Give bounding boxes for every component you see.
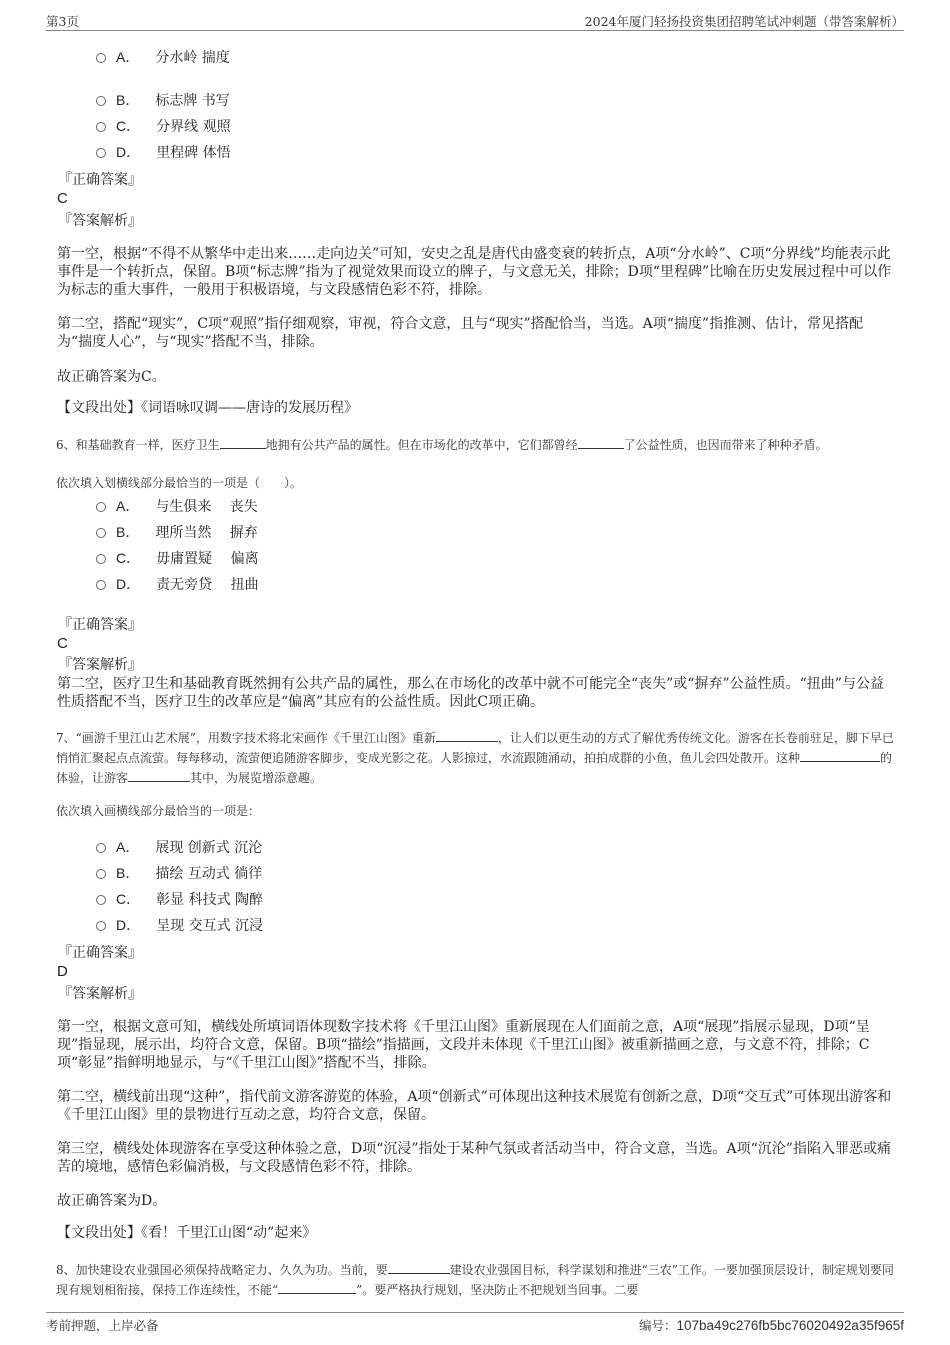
document-title: 2024年厦门轻扬投资集团招聘笔试冲刺题（带答案解析） (584, 14, 904, 29)
radio-icon[interactable] (96, 148, 106, 158)
q6-option-a[interactable]: A． 与生俱来 丧失 (96, 496, 258, 516)
q7-prompt: 依次填入画横线部分最恰当的一项是： (56, 804, 261, 818)
radio-icon[interactable] (96, 921, 106, 931)
blank-line (278, 1280, 356, 1294)
q5-correct-label: 『正确答案』 (58, 172, 142, 188)
q7-analysis-para-3: 第三空，横线处体现游客在享受这种体验之意，D项“沉浸”指处于某种气氛或者活动当中，符合文意，当选。A项“沉沦”指陷入罪恶或痛苦的境地，感情色彩偏消极，与文段感情色彩不符，排除。 (57, 1141, 891, 1175)
document-code: 编号：107ba49c276fb5bc76020492a35f965f (639, 1318, 904, 1333)
radio-icon[interactable] (96, 580, 106, 590)
q6-analysis-para-1: 第二空，医疗卫生和基础教育既然拥有公共产品的属性，那么在市场化的改革中就不可能完全“丧失”或“摒弃”公益性质。“扭曲”与公益性质搭配不当，医疗卫生的改革应是“偏离”其应有的公益性质。因此C项正确。 (57, 676, 884, 710)
q6-option-c[interactable]: C． 毋庸置疑 偏离 (96, 548, 259, 568)
q6-option-d[interactable]: D． 责无旁贷 扭曲 (96, 574, 259, 594)
page-number: 第3页 (46, 14, 79, 29)
q7-option-d[interactable]: D． 呈现 交互式 沉浸 (96, 915, 263, 935)
q8-stem: 8、加快建设农业强国必须保持战略定力、久久为功。当前，要 建设农业强国目标，科学谋划和推进“三农”工作。一要加强顶层设计，制定规划要同现有规划相衔接，保持工作连续性，不能“ ”。要严格执行规划，坚决防止不把规划当回事。二要 (56, 1260, 894, 1300)
q6-option-b[interactable]: B． 理所当然 摒弃 (96, 522, 258, 542)
radio-icon[interactable] (96, 528, 106, 538)
q6-prompt: 依次填入划横线部分最恰当的一项是（ ）。 (56, 476, 303, 490)
q6-analysis-label: 『答案解析』 (58, 657, 142, 673)
radio-icon[interactable] (96, 554, 106, 564)
q7-source: 【文段出处】《看！千里江山图“动”起来》 (57, 1225, 317, 1241)
q6-answer: C (57, 635, 68, 652)
q5-option-b[interactable]: B． 标志牌 书写 (96, 90, 230, 110)
q7-conclusion: 故正确答案为D。 (57, 1193, 167, 1209)
blank-line (578, 435, 624, 449)
q7-analysis-label: 『答案解析』 (58, 986, 142, 1002)
q6-correct-label: 『正确答案』 (58, 617, 142, 633)
blank-line (388, 1260, 450, 1274)
q7-analysis-para-1: 第一空，根据文意可知，横线处所填词语体现数字技术将《千里江山图》重新展现在人们面前之意，A项“展现”指展示显现，D项“呈现”指显现，展示出，均符合文意，保留。B项“描绘”指描画，文段并未体现《千里江山图》被重新描画之意，与文意不符，排除；C项“彰显”指鲜明地显示，与“《千里江山图》”搭配不当，排除。 (57, 1019, 870, 1071)
q5-option-d[interactable]: D． 里程碑 体悟 (96, 142, 231, 162)
radio-icon[interactable] (96, 53, 106, 63)
footer-slogan: 考前押题，上岸必备 (46, 1318, 159, 1333)
radio-icon[interactable] (96, 96, 106, 106)
q7-option-c[interactable]: C． 彰显 科技式 陶醉 (96, 889, 263, 909)
q5-analysis-para-2: 第二空，搭配“现实”，C项“观照”指仔细观察，审视，符合文意，且与“现实”搭配恰当，当选。A项“揣度”指推测、估计，常见搭配为“揣度人心”，与“现实”搭配不当，排除。 (57, 316, 864, 350)
radio-icon[interactable] (96, 122, 106, 132)
q5-answer: C (57, 190, 68, 207)
blank-line (220, 435, 266, 449)
q5-source: 【文段出处】《词语咏叹调——唐诗的发展历程》 (57, 400, 358, 416)
q6-stem: 6、和基础教育一样，医疗卫生 地拥有公共产品的属性。但在市场化的改革中，它们都曾经 了公益性质，也因而带来了种种矛盾。 (56, 435, 894, 455)
radio-icon[interactable] (96, 843, 106, 853)
q5-option-a[interactable]: A． 分水岭 揣度 (96, 47, 230, 67)
q5-analysis-label: 『答案解析』 (58, 213, 142, 229)
q5-conclusion: 故正确答案为C。 (57, 369, 166, 385)
blank-line (800, 748, 880, 762)
radio-icon[interactable] (96, 895, 106, 905)
page-footer (46, 1312, 904, 1337)
q7-stem: 7、“画游千里江山艺术展”，用数字技术将北宋画作《千里江山图》重新 ，让人们以更生动的方式了解优秀传统文化。游客在长卷前驻足，脚下早已悄悄汇聚起点点流萤。每每移动，流萤便追随游客脚步，变成光影之花。人影掠过，水流跟随涌动，拍拍成群的小鱼，鱼儿会四处散开。这种 的体验，让游客 其中，为展览增添意趣。 (56, 728, 894, 788)
q5-option-c[interactable]: C． 分界线 观照 (96, 116, 231, 136)
q7-option-b[interactable]: B． 描绘 互动式 徜徉 (96, 863, 262, 883)
blank-line (436, 728, 498, 742)
q5-analysis-para-1: 第一空，根据“不得不从繁华中走出来……走向边关”可知，安史之乱是唐代由盛变衰的转折点，A项“分水岭”、C项“分界线”均能表示此事件是一个转折点，保留。B项“标志牌”指为了视觉效果而设立的牌子，与文意无关，排除；D项“里程碑”比喻在历史发展过程中可以作为标志的重大事件，一般用于积极语境，与文段感情色彩不符，排除。 (57, 246, 892, 298)
q7-option-a[interactable]: A． 展现 创新式 沉沦 (96, 837, 262, 857)
q7-analysis-para-2: 第二空，横线前出现“这种”，指代前文游客游览的体验，A项“创新式”可体现出这种技术展览有创新之意，D项“交互式”可体现出游客和《千里江山图》里的景物进行互动之意，均符合文意，保留。 (57, 1089, 892, 1123)
radio-icon[interactable] (96, 502, 106, 512)
q7-correct-label: 『正确答案』 (58, 945, 142, 961)
page-header (46, 8, 904, 31)
radio-icon[interactable] (96, 869, 106, 879)
q7-answer: D (57, 963, 68, 980)
blank-line (128, 768, 190, 782)
